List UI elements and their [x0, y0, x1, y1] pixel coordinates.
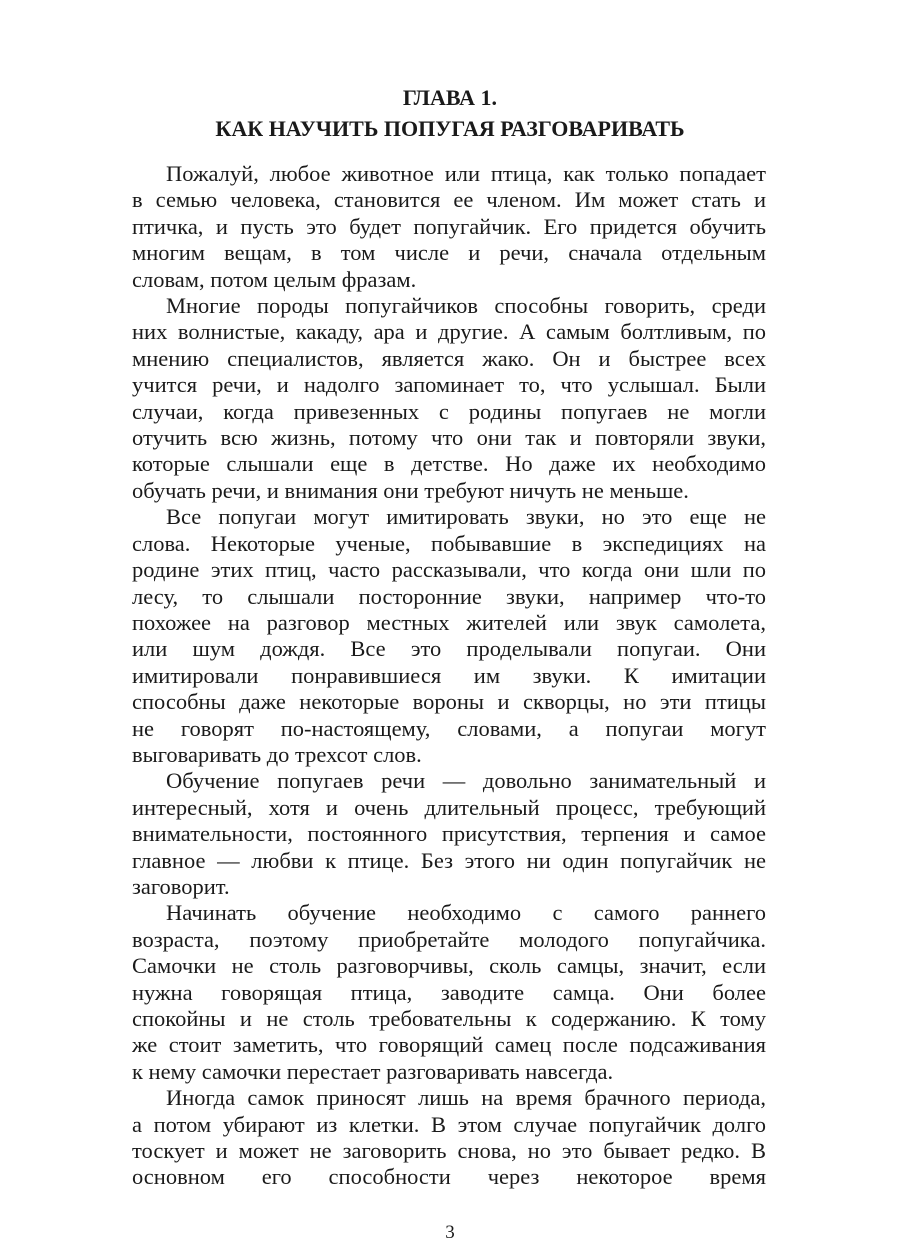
text-line: основном его способности через некоторое время: [132, 1164, 766, 1190]
paragraph: [132, 504, 766, 768]
text-line: многим вещам, в том числе и речи, сначала отдельным: [132, 240, 766, 266]
text-line: нужна говорящая птица, заводите самца. Они более: [132, 979, 766, 1005]
text-line: родине этих птиц, часто рассказывали, что когда они шли по: [132, 557, 766, 583]
text-line: заговорит.: [132, 873, 230, 899]
text-line: мнению специалистов, является жако. Он и быстрее всех: [132, 345, 766, 371]
text-line: птичка, и пусть это будет попугайчик. Его придется обучить: [132, 213, 766, 239]
text-line: главное — любви к птице. Без этого ни один попугайчик не: [132, 847, 766, 873]
text-line: тоскует и может не заговорить снова, но это бывает редко. В: [132, 1138, 766, 1164]
text-line: к нему самочки перестает разговаривать навсегда.: [132, 1058, 614, 1084]
text-line: лесу, то слышали посторонние звуки, например что-то: [132, 583, 766, 609]
paragraph: [132, 768, 766, 900]
chapter-title: КАК НАУЧИТЬ ПОПУГАЯ РАЗГОВАРИВАТЬ: [215, 116, 685, 141]
text-line: не говорят по-настоящему, словами, а попугаи могут: [132, 715, 766, 741]
paragraph: [132, 1085, 766, 1191]
text-line: или шум дождя. Все это проделывали попугаи. Они: [132, 636, 766, 662]
text-line: Иногда самок приносят лишь на время брачного периода,: [166, 1085, 766, 1111]
text-line: обучать речи, и внимания они требуют ничуть не меньше.: [132, 477, 689, 503]
text-line: которые слышали еще в детстве. Но даже их необходимо: [132, 451, 766, 477]
text-line: же стоит заметить, что говорящий самец после подсаживания: [132, 1032, 766, 1058]
text-line: в семью человека, становится ее членом. Им может стать и: [132, 187, 766, 213]
paragraph: [132, 161, 766, 293]
text-line: выговаривать до трехсот слов.: [132, 741, 422, 767]
paragraph: [132, 293, 766, 504]
text-line: а потом убирают из клетки. В этом случае попугайчик долго: [132, 1111, 766, 1137]
text-line: способны даже некоторые вороны и скворцы, но эти птицы: [132, 689, 766, 715]
text-line: спокойны и не столь требовательны к содержанию. К тому: [132, 1006, 766, 1031]
text-line: имитировали понравившиеся им звуки. К имитации: [132, 662, 766, 688]
chapter-number: ГЛАВА 1.: [402, 85, 498, 110]
text-line: них волнистые, какаду, ара и другие. А самым болтливым, по: [132, 319, 766, 345]
text-line: случаи, когда привезенных с родины попугаев не могли: [132, 398, 766, 424]
text-line: Обучение попугаев речи — довольно занимательный и: [166, 768, 766, 794]
text-line: слова. Некоторые ученые, побывавшие в экспедициях на: [132, 530, 766, 556]
text-line: внимательности, постоянного присутствия, терпения и самое: [132, 821, 766, 847]
text-line: похожее на разговор местных жителей или звук самолета,: [132, 609, 766, 635]
text-line: Все попугаи могут имитировать звуки, но это еще не: [166, 504, 766, 530]
text-line: интересный, хотя и очень длительный процесс, требующий: [132, 794, 766, 820]
text-line: возраста, поэтому приобретайте молодого попугайчика.: [132, 926, 766, 952]
text-line: словам, потом целым фразам.: [132, 266, 417, 292]
text-line: учится речи, и надолго запоминает то, что услышал. Были: [132, 372, 766, 398]
paragraph: [132, 900, 766, 1085]
page-number: 3: [445, 1221, 455, 1243]
body-text: [132, 161, 766, 1191]
text-line: Пожалуй, любое животное или птица, как только попадает: [166, 161, 766, 186]
text-line: Самочки не столь разговорчивы, сколь самцы, значит, если: [132, 953, 766, 979]
text-line: отучить всю жизнь, потому что они так и повторяли звуки,: [132, 425, 766, 451]
text-line: Начинать обучение необходимо с самого раннего: [166, 900, 766, 926]
text-line: Многие породы попугайчиков способны говорить, среди: [166, 293, 766, 319]
